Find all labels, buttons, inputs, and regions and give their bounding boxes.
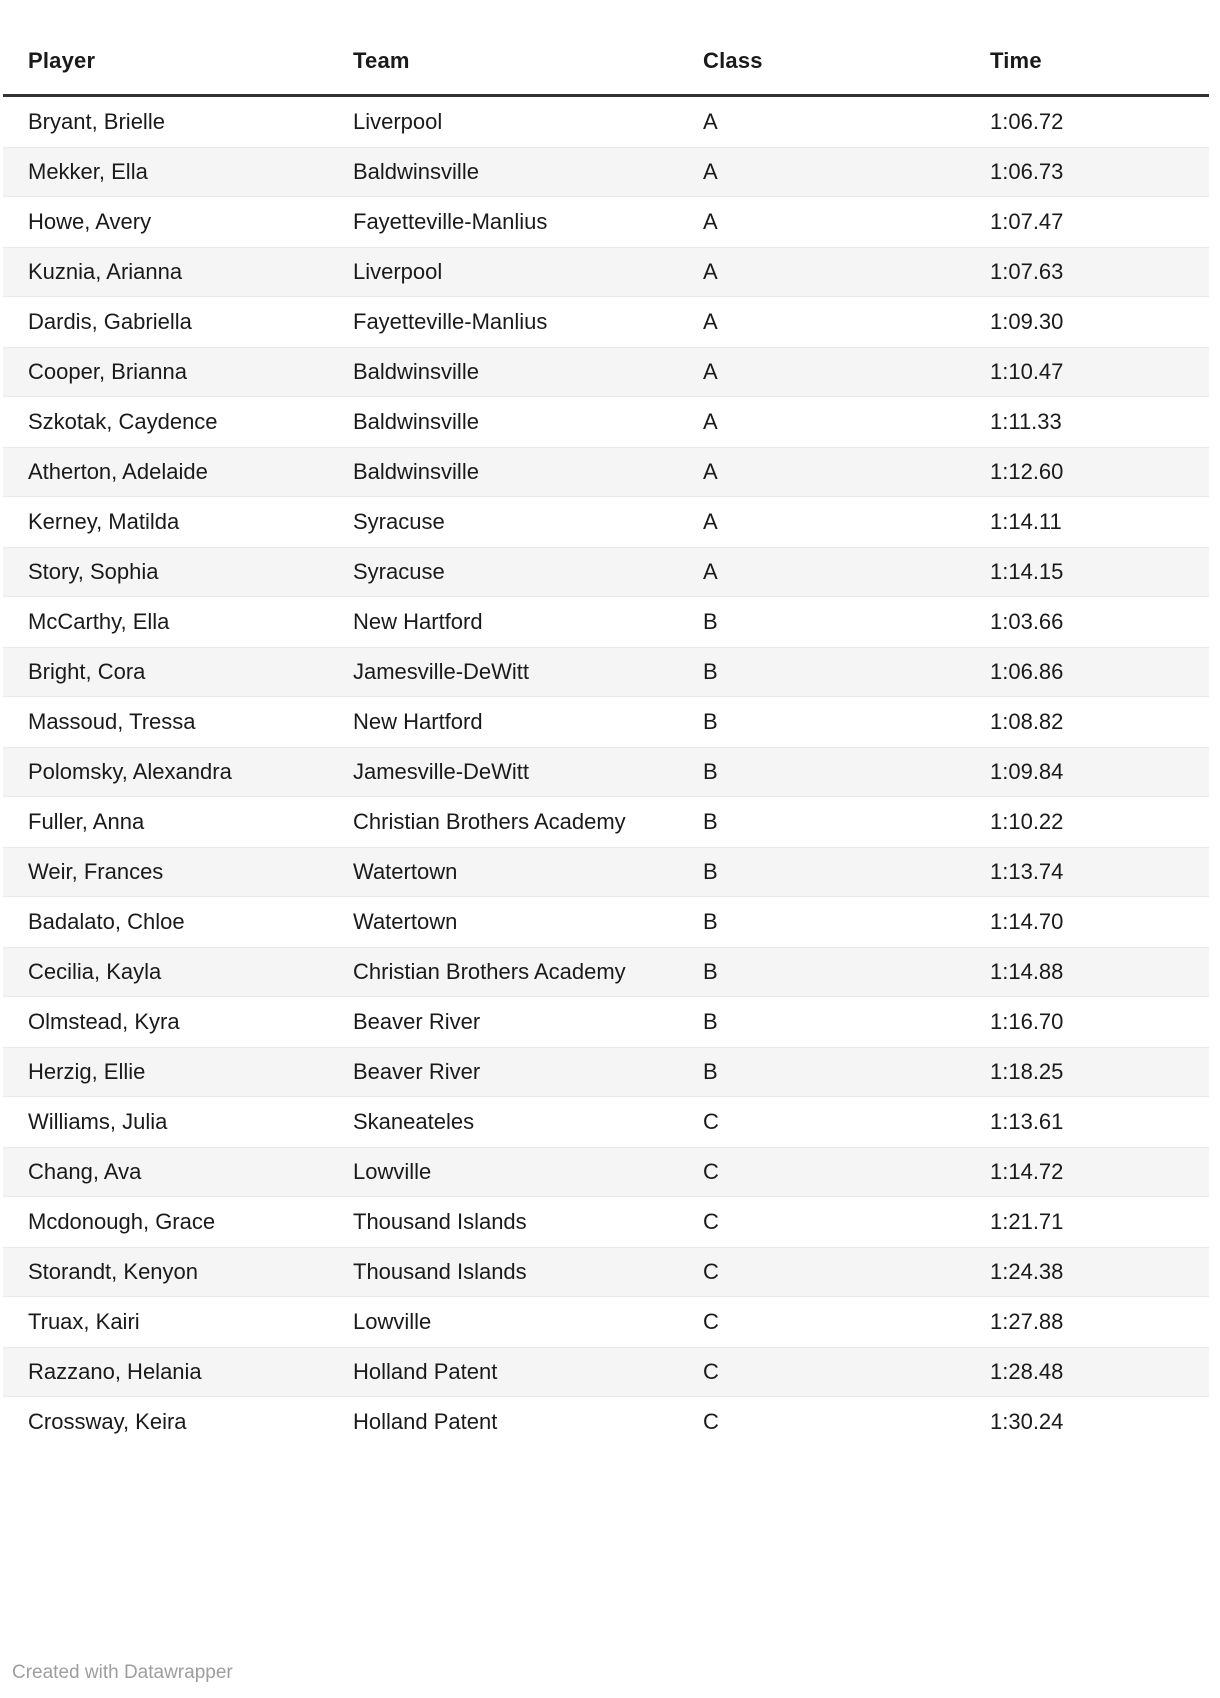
cell-team: Baldwinsville [353,409,479,434]
cell-team: Christian Brothers Academy [353,809,626,834]
cell-team: Syracuse [353,559,445,584]
cell-class: B [703,909,718,934]
cell-time: 1:12.60 [990,459,1064,484]
cell-class: B [703,609,718,634]
table-row [3,147,1209,197]
cell-team: Holland Patent [353,1359,498,1384]
cell-class: A [703,559,718,584]
table-row [3,897,1209,947]
cell-class: C [703,1159,719,1184]
datawrapper-attribution-link[interactable]: Created with Datawrapper [12,1662,233,1683]
table-row [3,947,1209,997]
column-header-player: Player [28,48,96,73]
cell-class: A [703,409,718,434]
cell-player: Bryant, Brielle [28,109,165,134]
cell-team: Liverpool [353,109,443,134]
cell-player: Howe, Avery [28,209,152,234]
table-row [3,97,1209,147]
cell-time: 1:28.48 [990,1359,1064,1384]
cell-time: 1:06.86 [990,659,1064,684]
cell-class: A [703,359,718,384]
cell-team: Lowville [353,1309,432,1334]
cell-player: Badalato, Chloe [28,909,185,934]
table-row [3,647,1209,697]
cell-team: Thousand Islands [353,1209,527,1234]
cell-time: 1:14.88 [990,959,1064,984]
cell-class: C [703,1359,719,1384]
cell-team: Skaneateles [353,1109,475,1134]
table-row [3,747,1209,797]
table-row [3,447,1209,497]
cell-player: Szkotak, Caydence [28,409,218,434]
cell-player: Crossway, Keira [28,1409,187,1434]
cell-player: Dardis, Gabriella [28,309,192,334]
cell-class: C [703,1259,719,1284]
cell-team: Lowville [353,1159,432,1184]
table-row [3,497,1209,547]
results-table [3,28,1209,1447]
cell-player: Massoud, Tressa [28,709,196,734]
table-row [3,347,1209,397]
cell-team: Fayetteville-Manlius [353,309,548,334]
cell-player: Herzig, Ellie [28,1059,146,1084]
cell-class: B [703,759,718,784]
cell-player: Chang, Ava [28,1159,142,1184]
cell-team: Baldwinsville [353,459,479,484]
cell-class: A [703,159,718,184]
cell-player: Weir, Frances [28,859,164,884]
cell-class: C [703,1109,719,1134]
cell-team: Syracuse [353,509,445,534]
cell-class: B [703,809,718,834]
cell-class: B [703,709,718,734]
table-row [3,1147,1209,1197]
table-row [3,1247,1209,1297]
table-row [3,297,1209,347]
cell-team: Jamesville-DeWitt [353,659,530,684]
cell-team: Watertown [353,909,458,934]
cell-class: A [703,109,718,134]
table-row [3,847,1209,897]
cell-time: 1:27.88 [990,1309,1064,1334]
cell-class: B [703,959,718,984]
cell-player: Polomsky, Alexandra [28,759,232,784]
cell-player: Cecilia, Kayla [28,959,162,984]
cell-team: Christian Brothers Academy [353,959,626,984]
cell-class: A [703,259,718,284]
cell-time: 1:24.38 [990,1259,1064,1284]
table-row [3,697,1209,747]
cell-player: Story, Sophia [28,559,159,584]
column-header-time: Time [990,48,1042,73]
cell-time: 1:07.63 [990,259,1064,284]
table-row [3,997,1209,1047]
cell-player: Atherton, Adelaide [28,459,208,484]
cell-time: 1:14.11 [990,509,1062,534]
cell-team: Baldwinsville [353,359,479,384]
cell-player: Williams, Julia [28,1109,168,1134]
cell-player: Cooper, Brianna [28,359,187,384]
cell-class: A [703,459,718,484]
cell-team: Holland Patent [353,1409,498,1434]
cell-class: A [703,509,718,534]
cell-player: Mcdonough, Grace [28,1209,216,1234]
cell-time: 1:07.47 [990,209,1064,234]
table-row [3,197,1209,247]
cell-player: Olmstead, Kyra [28,1009,180,1034]
cell-time: 1:03.66 [990,609,1064,634]
cell-class: A [703,209,718,234]
cell-class: B [703,659,718,684]
cell-team: New Hartford [353,709,483,734]
cell-time: 1:06.72 [990,109,1064,134]
cell-class: A [703,309,718,334]
cell-team: Watertown [353,859,458,884]
table-row [3,1097,1209,1147]
cell-time: 1:10.22 [990,809,1064,834]
cell-class: B [703,1009,718,1034]
cell-time: 1:09.30 [990,309,1064,334]
table-row [3,1297,1209,1347]
table-row [3,547,1209,597]
cell-player: McCarthy, Ella [28,609,170,634]
cell-time: 1:13.61 [990,1109,1064,1134]
cell-time: 1:14.72 [990,1159,1064,1184]
cell-player: Razzano, Helania [28,1359,202,1384]
column-header-class: Class [703,48,763,73]
table-row [3,1047,1209,1097]
cell-time: 1:13.74 [990,859,1064,884]
table-body [3,97,1209,1447]
cell-player: Bright, Cora [28,659,146,684]
cell-team: Liverpool [353,259,443,284]
cell-player: Truax, Kairi [28,1309,140,1334]
cell-time: 1:06.73 [990,159,1064,184]
cell-player: Storandt, Kenyon [28,1259,199,1284]
cell-player: Fuller, Anna [28,809,145,834]
cell-class: C [703,1209,719,1234]
table-header-row [3,28,1209,97]
cell-player: Mekker, Ella [28,159,148,184]
table-row [3,797,1209,847]
cell-team: Beaver River [353,1059,481,1084]
table-row [3,247,1209,297]
table-row [3,1397,1209,1447]
cell-time: 1:14.15 [990,559,1064,584]
cell-class: C [703,1409,719,1434]
cell-player: Kuznia, Arianna [28,259,183,284]
cell-team: Thousand Islands [353,1259,527,1284]
table-row [3,397,1209,447]
table-row [3,597,1209,647]
column-header-team: Team [353,48,410,73]
cell-team: New Hartford [353,609,483,634]
cell-time: 1:10.47 [990,359,1064,384]
cell-class: B [703,859,718,884]
cell-time: 1:30.24 [990,1409,1064,1434]
cell-class: C [703,1309,719,1334]
cell-time: 1:14.70 [990,909,1064,934]
cell-time: 1:11.33 [990,409,1062,434]
cell-time: 1:18.25 [990,1059,1064,1084]
cell-team: Fayetteville-Manlius [353,209,548,234]
cell-player: Kerney, Matilda [28,509,180,534]
table-row [3,1347,1209,1397]
cell-class: B [703,1059,718,1084]
cell-time: 1:09.84 [990,759,1064,784]
cell-team: Beaver River [353,1009,481,1034]
cell-time: 1:08.82 [990,709,1064,734]
cell-time: 1:21.71 [990,1209,1064,1234]
cell-team: Baldwinsville [353,159,479,184]
cell-time: 1:16.70 [990,1009,1064,1034]
cell-team: Jamesville-DeWitt [353,759,530,784]
table-row [3,1197,1209,1247]
